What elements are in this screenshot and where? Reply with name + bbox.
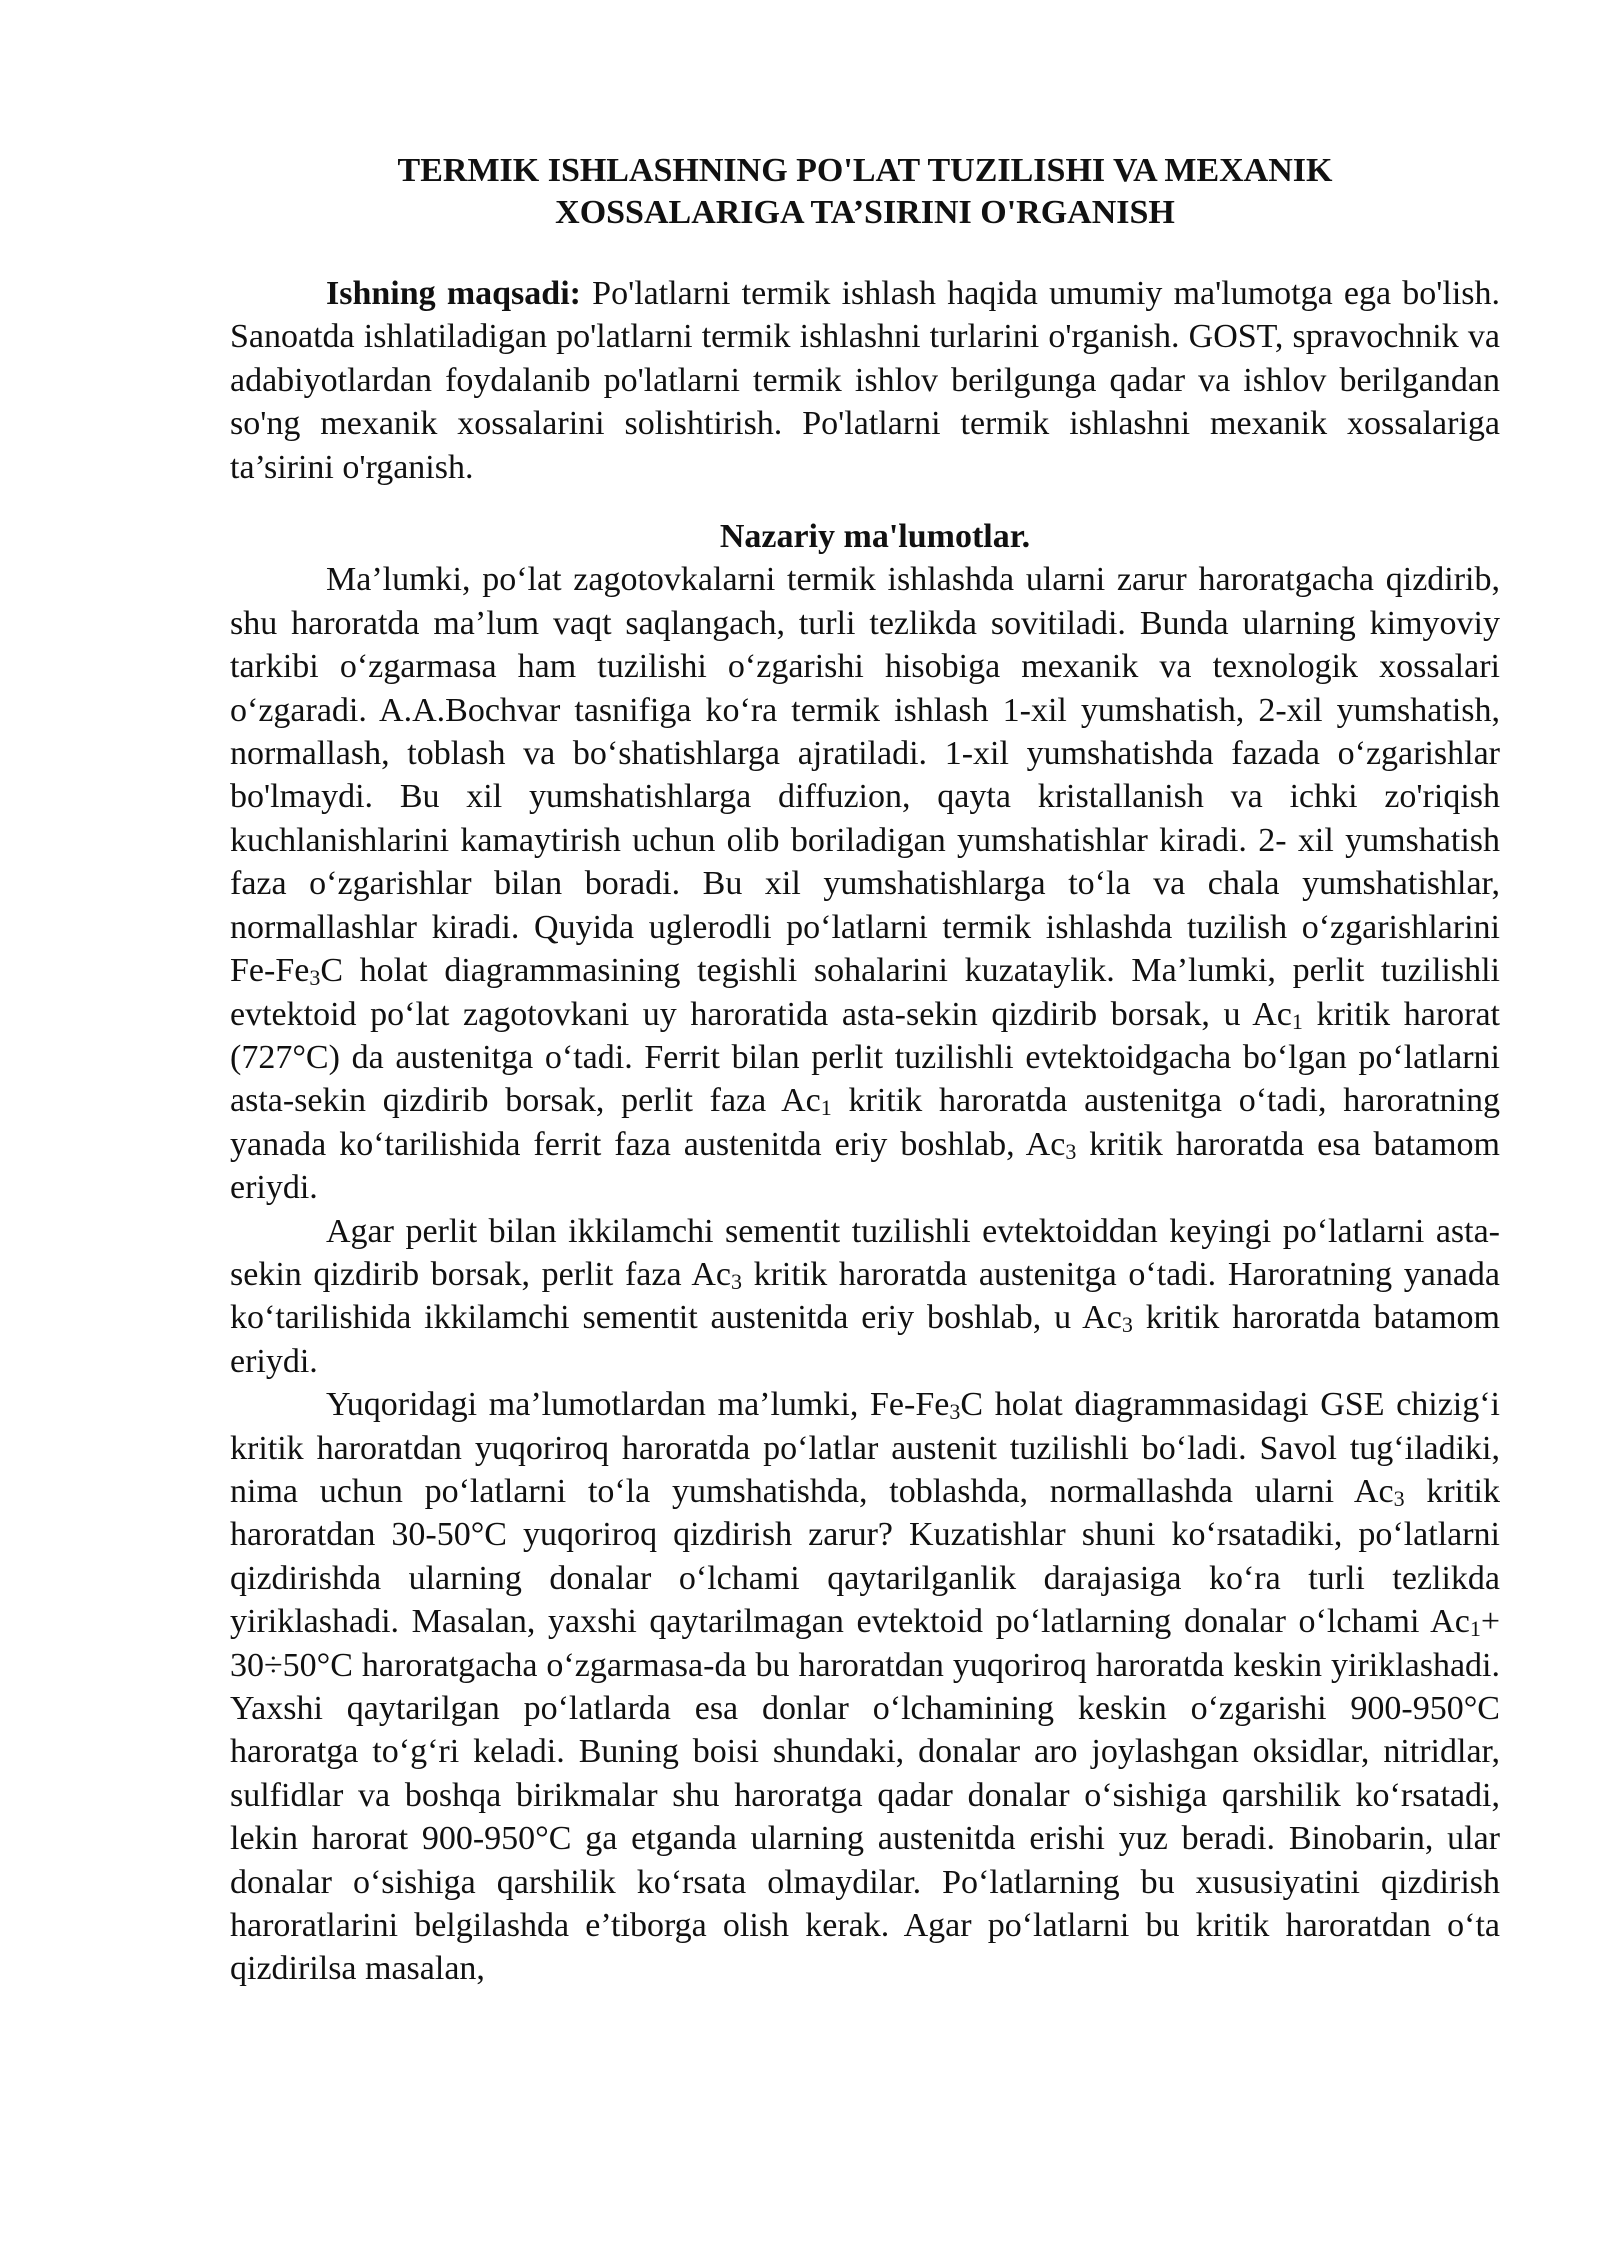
paragraph-text: C holat diagrammasining tegishli sohalarini kuzataylik. Ma’lumki, perlit tuzilishli evtektoid po‘lat zagotovkani uy haroratida asta-sekin qizdirib borsak, u Ac xyxy=(230,952,1500,1033)
theory-paragraph-3 xyxy=(230,1383,1500,1991)
paragraph-text: kritik haroratda austenitga o‘tadi. Haroratning yanada ko‘tarilishida ikkilamchi sementit austenitda eriy boshlab, u Ac xyxy=(230,1255,1501,1337)
paragraph-text: C holat diagrammasidagi GSE chizig‘i kritik haroratdan yuqoriroq haroratda po‘latlar austenit tuzilishli bo‘ladi. Savol tug‘iladiki, nima uchun po‘latlarni to‘la yumshatishda, toblashda, normallashda ularni Ac xyxy=(230,1386,1500,1510)
aim-label: Ishning maqsadi: xyxy=(326,275,581,312)
subscript: 3 xyxy=(949,1399,961,1425)
title-line-2: XOSSALARIGA TA’SIRINI O'RGANISH xyxy=(555,194,1175,231)
subscript: 3 xyxy=(1393,1485,1405,1511)
subscript: 3 xyxy=(309,965,321,991)
paragraph-text: Ma’lumki, po‘lat zagotovkalarni termik ishlashda ularni zarur haroratgacha qizdirib, shu haroratda ma’lum vaqt saqlangach, turli tezlikda sovitiladi. Bunda ularning kimyoviy tarkibi o‘zgarmasa ham tuzilishi o‘zgarishi hisobiga mexanik va texnologik xossalari o‘zgaradi. A.A.Bochvar tasnifiga ko‘ra termik ishlash 1-xil yumshatish, 2-xil yumshatish, normallash, toblash va bo‘shatishlarga ajratiladi. 1-xil yumshatishda fazada o‘zgarishlar bo'lmaydi. Bu xil yumshatishlarga diffuzion, qayta kristallanish va ichki zo'riqish kuchlanishlarini kamaytirish uchun olib boriladigan yumshatishlar kiradi. 2- xil yumshatish faza o‘zgarishlar bilan boradi. Bu xil yumshatishlarga to‘la va chala yumshatishlar, normallashlar kiradi. Quyida uglerodli po‘latlarni termik ishlashda tuzilish o‘zgarishlarini Fe-Fe xyxy=(230,561,1500,990)
theory-paragraph-2 xyxy=(230,1210,1500,1384)
document-title xyxy=(230,150,1500,234)
subscript: 1 xyxy=(1469,1616,1481,1642)
subscript: 1 xyxy=(1291,1008,1303,1034)
paragraph-text: + 30÷50°C haroratgacha o‘zgarmasa-da bu haroratdan yuqoriroq haroratda keskin yiriklashadi. Yaxshi qaytarilgan po‘latlarda esa donlar o‘lchamining keskin o‘zgarishi 900-950°C haroratga to‘g‘ri keladi. Buning boisi shundaki, donalar aro joylashgan oksidlar, nitridlar, sulfidlar va boshqa birikmalar shu haroratga qadar donalar o‘sishiga qarshilik ko‘rsatadi, lekin harorat 900-950°C ga etganda ularning austenitda erishi yuz beradi. Binobarin, ular donalar o‘sishiga qarshilik ko‘rsata olmaydilar. Po‘latlarning bu xususiyatini qizdirish haroratlarini belgilashda e’tiborga olish kerak. Agar po‘latlarni bu kritik haroratdan o‘ta qizdirilsa masalan, xyxy=(230,1603,1500,1988)
theory-heading: Nazariy ma'lumotlar. xyxy=(719,518,1031,556)
aim-paragraph xyxy=(230,272,1500,489)
paragraph-text: kritik haroratda batamom eriydi. xyxy=(230,1299,1501,1380)
paragraph-text: kritik haroratda austenitga o‘tadi, haroratning yanada ko‘tarilishida ferrit faza austenitda eriy boshlab, Ac xyxy=(230,1082,1500,1163)
subscript: 3 xyxy=(1121,1312,1133,1338)
paragraph-text: kritik haroratdan 30-50°C yuqoriroq qizdirish zarur? Kuzatishlar shuni ko‘rsatadiki, po‘latlarni qizdirishda ularning donalar o‘lchami qaytarilganlik darajasiga ko‘ra turli tezlikda yiriklashadi. Masalan, yaxshi qaytarilmagan evtektoid po‘latlarning donalar o‘lchami Ac xyxy=(230,1472,1500,1641)
paragraph-text: kritik harorat (727°C) da austenitga o‘tadi. Ferrit bilan perlit tuzilishli evtektoidgacha bo‘lgan po‘latlarni asta-sekin qizdirib borsak, perlit faza Ac xyxy=(230,995,1501,1120)
paragraph-text: kritik haroratda esa batamom eriydi. xyxy=(230,1125,1500,1207)
theory-paragraph-1 xyxy=(230,558,1500,1209)
subscript: 3 xyxy=(1065,1138,1077,1164)
subscript: 3 xyxy=(730,1268,742,1294)
subscript: 1 xyxy=(820,1095,832,1121)
aim-text: Po'latlarni termik ishlash haqida umumiy ma'lumotga ega bo'lish. Sanoatda ishlatiladigan po'latlarni termik ishlashni turlarini o'rganish. GOST, spravochnik va adabiyotlardan foydalanib po'latlarni termik ishlov berilgunga qadar va ishlov berilgandan so'ng mexanik xossalarini solishtirish. Po'latlarni termik ishlashni mexanik xossalariga ta’sirini o'rganish. xyxy=(230,275,1500,486)
title-line-1: TERMIK ISHLASHNING PO'LAT TUZILISHI VA MEXANIK xyxy=(397,152,1333,189)
paragraph-text: Agar perlit bilan ikkilamchi sementit tuzilishli evtektoiddan keyingi po‘latlarni asta-sekin qizdirib borsak, perlit faza Ac xyxy=(230,1212,1500,1293)
paragraph-text: Yuqoridagi ma’lumotlardan ma’lumki, Fe-Fe xyxy=(326,1386,950,1424)
document-page xyxy=(230,150,1500,1991)
